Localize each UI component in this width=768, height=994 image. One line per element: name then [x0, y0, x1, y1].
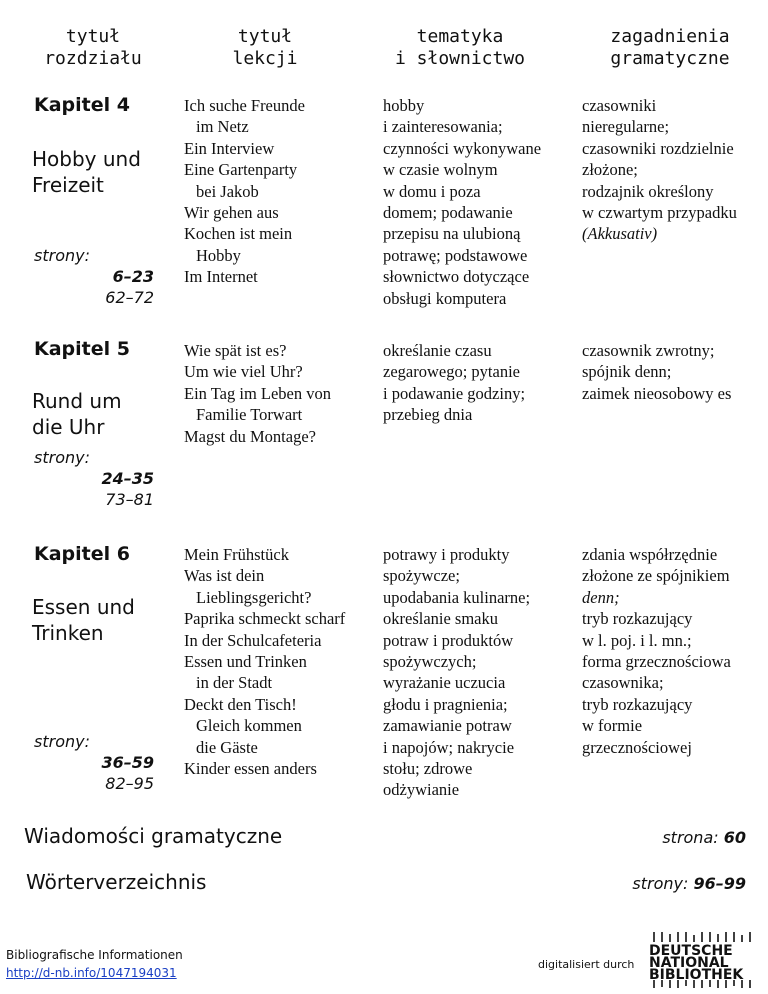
chapter-4-strony: strony:: [34, 246, 90, 265]
dnb-link[interactable]: http://d-nb.info/1047194031: [6, 966, 177, 980]
text-line: przebieg dnia: [383, 405, 473, 425]
wiadomosci-title: Wiadomości gramatyczne: [24, 824, 283, 848]
text-line: w formie: [582, 716, 643, 736]
text-line: potrawy i produkty: [383, 545, 510, 564]
text-line: forma grzecznościowa: [582, 652, 731, 672]
chapter-5-topics: [383, 340, 525, 426]
chapter-6-pages: [34, 752, 154, 794]
text-line: i napojów; nakrycie: [383, 737, 515, 757]
text-line: Mein Frühstück: [184, 545, 289, 564]
chapter-6-label: Kapitel 6: [34, 543, 130, 565]
text-line: 96–99: [693, 874, 746, 893]
text-line: złożone;: [582, 160, 638, 180]
text-line: lekcji: [232, 48, 298, 69]
text-line: Um wie viel Uhr?: [184, 362, 303, 382]
text-line: określanie smaku: [383, 609, 499, 629]
dnb-logo: [648, 932, 760, 988]
header-lesson-title: [200, 26, 330, 70]
text-line: Essen und Trinken: [184, 652, 307, 672]
text-line: 6–23: [112, 267, 154, 286]
chapter-4-label: Kapitel 4: [34, 94, 130, 116]
text-line: domem; podawanie: [383, 203, 513, 223]
text-line: czasownik zwrotny;: [582, 341, 715, 360]
text-line: Deckt den Tisch!: [184, 694, 297, 714]
chapter-6-topics: [383, 544, 530, 801]
chapter-5-name: [32, 388, 122, 440]
text-line: (Akkusativ): [582, 224, 658, 244]
text-line: Ich suche Freunde: [184, 96, 305, 115]
wiadomosci-pages: [662, 828, 746, 847]
text-line: Hobby: [196, 245, 241, 265]
chapter-6-grammar: [582, 544, 731, 758]
text-line: zegarowego; pytanie: [383, 362, 520, 382]
text-line: słownictwo dotyczące: [383, 267, 530, 287]
text-line: potraw i produktów: [383, 630, 514, 650]
text-line: w czasie wolnym: [383, 160, 498, 180]
text-line: zamawianie potraw: [383, 716, 512, 736]
text-line: spożywczych;: [383, 652, 477, 672]
text-line: Hobby und: [32, 147, 141, 171]
text-line: strona:: [662, 828, 719, 847]
text-line: czasowniki: [582, 96, 657, 115]
text-line: czasowniki rozdzielnie: [582, 138, 734, 158]
chapter-5-strony: strony:: [34, 448, 90, 467]
dnb-logo-line-2: NATIONAL: [649, 955, 729, 971]
chapter-4-pages: [34, 266, 154, 308]
text-line: Rund um: [32, 389, 122, 413]
chapter-4-topics: [383, 95, 541, 309]
text-line: 60: [723, 828, 746, 847]
text-line: die Gäste: [196, 737, 258, 757]
text-line: Bibliografische Informationen: [6, 948, 183, 962]
text-line: denn;: [582, 587, 620, 607]
text-line: tryb rozkazujący: [582, 694, 693, 714]
text-line: Trinken: [32, 621, 104, 645]
text-line: stołu; zdrowe: [383, 759, 473, 779]
text-line: złożone ze spójnikiem: [582, 566, 730, 586]
header-topics: [375, 26, 545, 70]
text-line: rodzajnik określony: [582, 181, 714, 201]
text-line: zdania współrzędnie: [582, 545, 718, 564]
text-line: i słownictwo: [394, 48, 526, 69]
header-chapter-title: [28, 26, 158, 70]
text-line: nieregularne;: [582, 117, 670, 137]
text-line: tytuł: [237, 26, 293, 47]
chapter-5-lessons: [184, 340, 331, 447]
text-line: Ein Tag im Leben von: [184, 383, 332, 403]
text-line: Kinder essen anders: [184, 759, 317, 779]
text-line: rozdziału: [44, 48, 142, 69]
text-line: In der Schulcafeteria: [184, 630, 322, 650]
text-line: w czwartym przypadku: [582, 203, 737, 223]
chapter-4-grammar: [582, 95, 737, 245]
chapter-6-strony: strony:: [34, 732, 90, 751]
chapter-5-grammar: [582, 340, 731, 404]
text-line: bei Jakob: [196, 181, 259, 201]
text-line: tryb rozkazujący: [582, 609, 693, 629]
text-line: odżywianie: [383, 780, 460, 800]
text-line: 36–59: [101, 753, 154, 772]
text-line: 24–35: [101, 469, 154, 488]
text-line: Paprika schmeckt scharf: [184, 609, 346, 629]
text-line: strony:: [632, 874, 689, 893]
text-line: zaimek nieosobowy es: [582, 383, 732, 403]
text-line: tematyka: [416, 26, 504, 47]
text-line: zagadnienia: [610, 26, 730, 47]
woerter-title: Wörterverzeichnis: [26, 870, 207, 894]
text-line: obsługi komputera: [383, 288, 507, 308]
text-line: upodabania kulinarne;: [383, 587, 531, 607]
text-line: 62–72: [105, 288, 154, 307]
text-line: Im Internet: [184, 267, 258, 287]
text-line: in der Stadt: [196, 673, 273, 693]
text-line: określanie czasu: [383, 341, 492, 360]
text-line: Magst du Montage?: [184, 426, 316, 446]
dnb-logo-line-3: BIBLIOTHEK: [649, 967, 744, 983]
text-line: 73–81: [105, 490, 154, 509]
text-line: Freizeit: [32, 173, 104, 197]
text-line: Eine Gartenparty: [184, 160, 298, 180]
text-line: im Netz: [196, 117, 249, 137]
text-line: i zainteresowania;: [383, 117, 503, 137]
text-line: wyrażanie uczucia: [383, 673, 506, 693]
text-line: potrawę; podstawowe: [383, 245, 528, 265]
text-line: Was ist dein: [184, 566, 265, 586]
header-grammar: [585, 26, 755, 70]
woerter-pages: [632, 874, 746, 893]
chapter-4-name: [32, 146, 141, 198]
text-line: die Uhr: [32, 415, 105, 439]
text-line: Familie Torwart: [196, 405, 303, 425]
biblio-info: [6, 946, 183, 982]
text-line: Lieblingsgericht?: [196, 587, 312, 607]
text-line: tytuł: [65, 26, 121, 47]
text-line: gramatyczne: [610, 48, 730, 69]
chapter-5-label: Kapitel 5: [34, 338, 130, 360]
text-line: Essen und: [32, 595, 135, 619]
digitalisiert-text: digitalisiert durch: [538, 958, 635, 971]
text-line: przepisu na ulubioną: [383, 224, 521, 244]
text-line: Kochen ist mein: [184, 224, 293, 244]
chapter-4-lessons: [184, 95, 305, 288]
text-line: w domu i poza: [383, 181, 481, 201]
text-line: Ein Interview: [184, 138, 275, 158]
chapter-5-pages: [34, 468, 154, 510]
dnb-logo-line-1: DEUTSCHE: [649, 943, 733, 959]
text-line: czasownika;: [582, 673, 664, 693]
text-line: 82–95: [105, 774, 154, 793]
text-line: Gleich kommen: [196, 716, 302, 736]
text-line: Wir gehen aus: [184, 203, 279, 223]
text-line: grzecznościowej: [582, 737, 692, 757]
text-line: spożywcze;: [383, 566, 460, 586]
text-line: czynności wykonywane: [383, 138, 542, 158]
text-line: hobby: [383, 96, 425, 115]
text-line: w l. poj. i l. mn.;: [582, 630, 692, 650]
chapter-6-lessons: [184, 544, 345, 779]
text-line: Wie spät ist es?: [184, 341, 287, 360]
text-line: głodu i pragnienia;: [383, 694, 508, 714]
text-line: spójnik denn;: [582, 362, 672, 382]
chapter-6-name: [32, 594, 135, 646]
text-line: i podawanie godziny;: [383, 383, 526, 403]
